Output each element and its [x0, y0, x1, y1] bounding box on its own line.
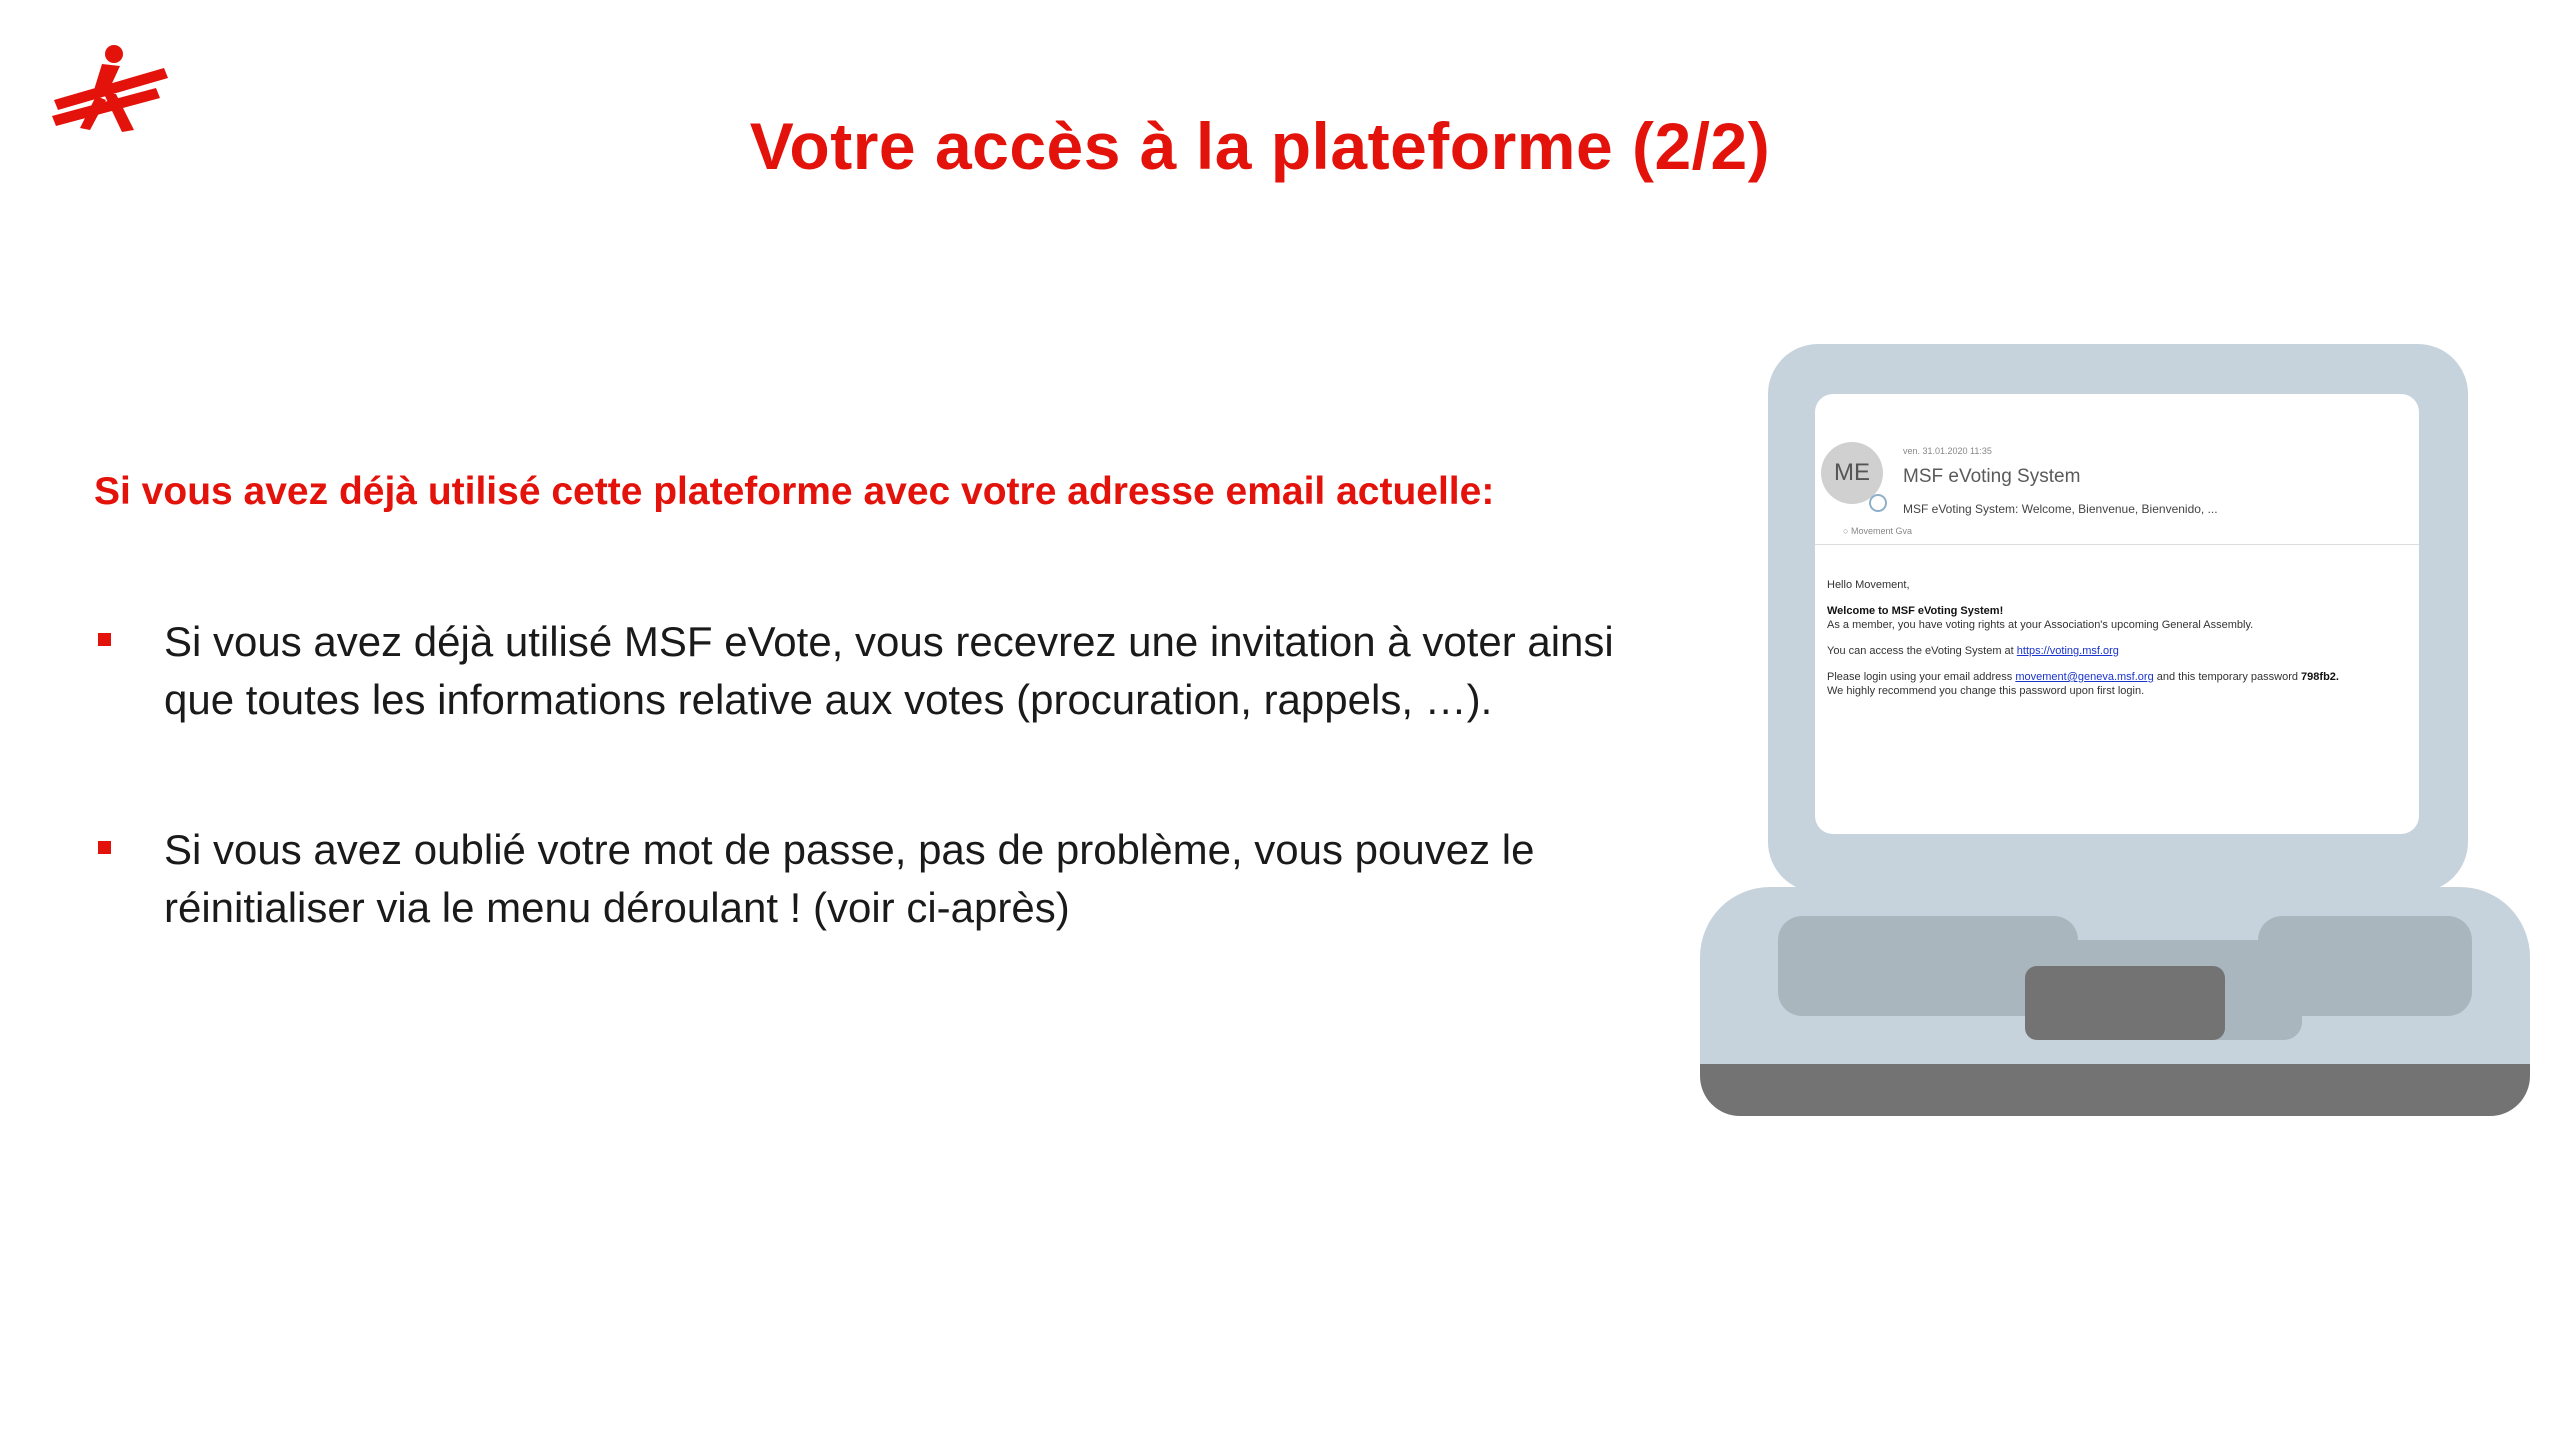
page-title: Votre accès à la plateforme (2/2)	[749, 109, 1771, 183]
email-welcome: Welcome to MSF eVoting System!	[1827, 605, 2004, 617]
recipient-name: Movement Gva	[1850, 526, 1912, 536]
email-login-text: Please login using your email address	[1827, 671, 2013, 683]
email-paragraph	[1827, 644, 2412, 658]
email-body	[1827, 578, 2412, 710]
bullet-line: que toutes les informations relative aux votes (procuration, rappels, …).	[164, 676, 1493, 723]
avatar: ME	[1821, 442, 1883, 504]
email-date: ven. 31.01.2020 11:35	[1903, 446, 1992, 456]
email-divider	[1815, 544, 2419, 545]
bullet-line: Si vous avez déjà utilisé MSF eVote, vous recevrez une invitation à voter ainsi	[164, 618, 1614, 665]
email-greeting: Hello Movement,	[1827, 579, 1910, 591]
bullet-marker-icon	[98, 841, 111, 854]
bullet-line: réinitialiser via le menu déroulant ! (voir ci-après)	[164, 884, 1070, 931]
email-login-text-2: and this temporary password	[2156, 671, 2298, 683]
laptop-touchpad	[2025, 966, 2225, 1040]
email-password: 798fb2.	[2301, 671, 2339, 683]
recipient-icon: ○	[1843, 526, 1849, 536]
email-login-address[interactable]: movement@geneva.msf.org	[2015, 671, 2154, 683]
email-screenshot	[1815, 394, 2419, 834]
bullet-marker-icon	[98, 633, 111, 646]
email-recipient	[1843, 526, 1912, 536]
email-paragraph	[1827, 604, 2412, 632]
email-member-text: As a member, you have voting rights at your Association's upcoming General Assembly.	[1827, 619, 2254, 631]
bullet-line: Si vous avez oublié votre mot de passe, pas de problème, vous pouvez le	[164, 826, 1535, 873]
laptop-base-edge	[1700, 1064, 2530, 1116]
laptop-lid	[1768, 344, 2468, 892]
laptop-illustration	[1700, 344, 2530, 1124]
email-access-text: You can access the eVoting System at	[1827, 645, 2014, 657]
email-recommend-text: We highly recommend you change this password upon first login.	[1827, 685, 2145, 697]
email-subject: MSF eVoting System: Welcome, Bienvenue, Bienvenido, ...	[1903, 502, 2218, 516]
email-paragraph	[1827, 670, 2412, 698]
presence-icon	[1869, 494, 1887, 512]
section-subtitle: Si vous avez déjà utilisé cette plateforme avec votre adresse email actuelle:	[94, 470, 1495, 513]
email-sender: MSF eVoting System	[1903, 466, 2081, 487]
email-access-link[interactable]: https://voting.msf.org	[2016, 645, 2119, 657]
